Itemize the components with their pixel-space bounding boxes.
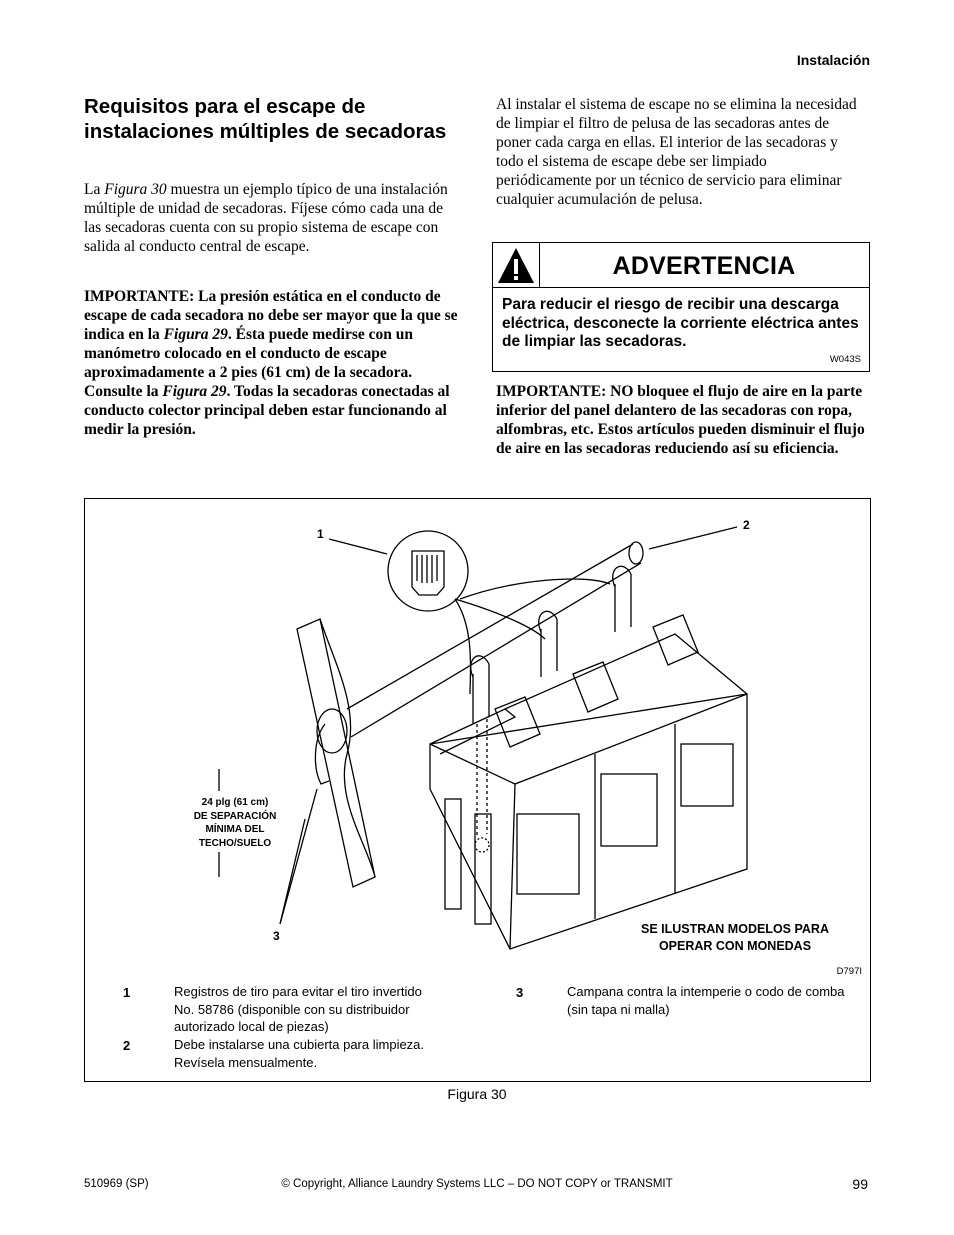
warning-triangle-icon	[493, 243, 539, 287]
dryer-door-1	[517, 814, 579, 894]
legend-item-2	[174, 1036, 474, 1071]
warning-title: ADVERTENCIA	[612, 252, 796, 280]
figure-code: D797I	[836, 966, 862, 977]
legend-item-1	[174, 983, 474, 1036]
legend-number-2: 2	[123, 1038, 131, 1053]
intro-text-post: muestra un ejemplo típico de una instalación múltiple de unidad de secadoras. Fíjese cómo cada una de las secadoras cuenta con su propio sistema de escape con salida al conducto central de escape.	[84, 181, 448, 255]
warning-header	[493, 243, 869, 288]
legend-line: Registros de tiro para evitar el tiro invertido	[174, 984, 422, 999]
coin-note-line: OPERAR CON MONEDAS	[658, 939, 812, 953]
dryer-exhaust-illustration	[85, 499, 870, 969]
dryer-door-2	[601, 774, 657, 846]
callout-1-leader	[329, 539, 387, 554]
warning-box	[492, 242, 870, 372]
figure-caption: Figura 30	[447, 1086, 507, 1102]
clearance-line: MÍNIMA DEL	[205, 824, 265, 835]
legend-line: Debe instalarse una cubierta para limpieza.	[174, 1037, 425, 1052]
callout-3: 3	[273, 929, 280, 943]
clearance-note	[175, 796, 295, 850]
dryer-door-3	[681, 744, 733, 806]
weather-hood	[317, 709, 347, 753]
duct-branch-1	[473, 664, 489, 724]
intro-text-pre: La	[84, 181, 105, 198]
legend-number-3: 3	[516, 985, 524, 1000]
important-part3: . Todas la secadoras conectadas al conducto colector principal deben estar funcionando al medir la presión.	[84, 383, 450, 438]
coin-box-3	[653, 615, 698, 665]
legend-number-1: 1	[123, 985, 131, 1000]
important-part1: IMPORTANTE: La presión estática en el conducto de escape de cada secadora no debe ser mayor que la que se indica en la	[84, 288, 458, 343]
main-duct	[347, 544, 633, 709]
figure-reference: Figura 29	[163, 326, 228, 343]
important-part2: . Ésta puede medirse con un manómetro colocado en el conducto de escape aproximadamente a 2 pies (61 cm) de la secadora. Consulte la	[84, 326, 414, 400]
warning-text: Para reducir el riesgo de recibir una descarga eléctrica, desconecte la corriente eléctrica antes de limpiar las secadoras.	[502, 296, 859, 350]
wall-outline	[297, 619, 375, 887]
figure-30-box	[84, 498, 871, 1082]
section-heading: Requisitos para el escape de instalaciones múltiples de secadoras	[84, 95, 447, 143]
callout-2-leader	[649, 527, 737, 549]
important-pressure-paragraph	[84, 287, 460, 439]
intro-paragraph	[84, 180, 456, 256]
callout-1: 1	[317, 527, 324, 541]
important-airflow-paragraph: IMPORTANTE: NO bloquee el flujo de aire en la parte inferior del panel delantero de las secadoras con ropa, alfombras, etc. Estos artículos pueden disminuir el flujo de aire en las secadoras reduciendo así su eficiencia.	[496, 383, 865, 457]
clearance-line: DE SEPARACIÓN	[193, 810, 277, 822]
legend-line: (sin tapa ni malla)	[567, 1001, 670, 1017]
coin-models-note	[615, 921, 855, 955]
legend-line: Campana contra la intemperie o codo de comba	[567, 984, 845, 999]
clearance-line: TECHO/SUELO	[198, 837, 272, 849]
coin-box-1	[495, 697, 540, 747]
duct-branch-3	[615, 574, 631, 632]
warning-code: W043S	[829, 354, 861, 365]
figure-reference: Figura 30	[104, 181, 167, 198]
page-number: 99	[852, 1176, 868, 1192]
copyright-notice: © Copyright, Alliance Laundry Systems LLC – DO NOT COPY or TRANSMIT	[281, 1178, 673, 1190]
section-header: Instalación	[796, 52, 870, 68]
doc-number: 510969 (SP)	[84, 1178, 149, 1190]
clearance-line: 24 plg (61 cm)	[201, 797, 269, 808]
legend-line: autorizado local de piezas)	[174, 1019, 329, 1034]
legend-item-3	[567, 983, 867, 1018]
warning-icon-cell	[493, 243, 540, 287]
lint-cleaning-paragraph: Al instalar el sistema de escape no se elimina la necesidad de limpiar el filtro de pelusa de las secadoras antes de poner cada carga en ellas. El interior de las secadoras y todo el sistema de escape debe ser limpiado periódicamente por un técnico de servicio para eliminar cualquier acumulación de pelusa.	[496, 96, 857, 208]
legend-line: Revísela mensualmente.	[174, 1054, 318, 1070]
figure-reference: Figura 29	[162, 383, 227, 400]
coin-note-line: SE ILUSTRAN MODELOS PARA	[641, 922, 829, 936]
callout-2: 2	[743, 518, 750, 532]
legend-line: No. 58786 (disponible con su distribuidor	[174, 1001, 410, 1017]
duct-branch-2	[541, 619, 557, 677]
